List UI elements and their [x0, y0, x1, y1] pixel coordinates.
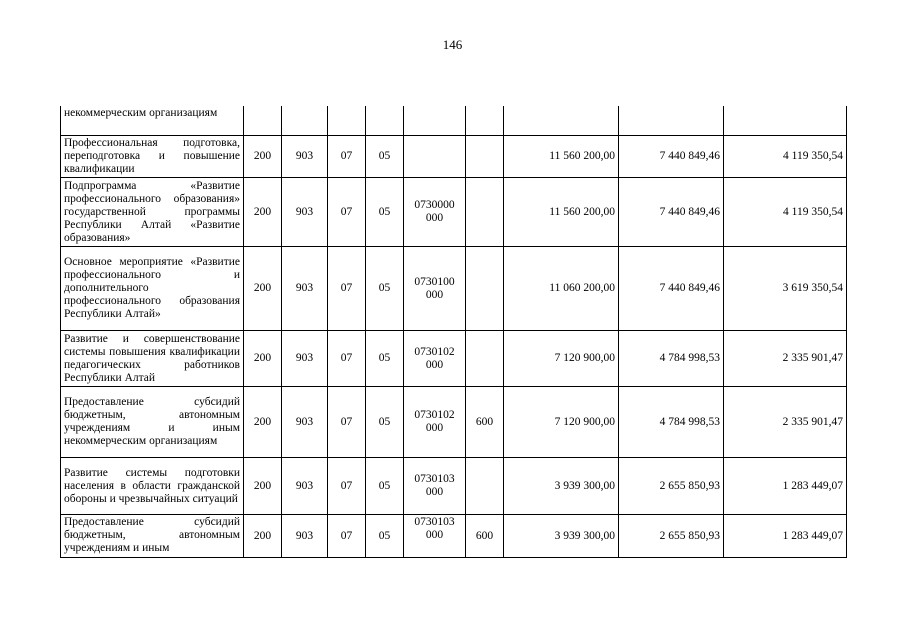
plan-amount: 3 939 300,00 [504, 515, 619, 558]
subsection-code: 05 [366, 515, 404, 558]
ministry-code: 903 [282, 178, 328, 247]
section-code: 07 [328, 331, 366, 387]
table-row [61, 247, 847, 331]
admin-code: 200 [244, 136, 282, 178]
subsection-code: 05 [366, 136, 404, 178]
fact-amount: 4 784 998,53 [619, 331, 724, 387]
plan-amount: 11 560 200,00 [504, 178, 619, 247]
fact-amount: 7 440 849,46 [619, 136, 724, 178]
fact-amount: 2 655 850,93 [619, 458, 724, 515]
ministry-code: 903 [282, 247, 328, 331]
row-name: Предоставление субсидий бюджетным, автономным учреждениям и иным некоммерческим организациям [61, 387, 244, 458]
expense-type-code [466, 331, 504, 387]
target-article-code: 0730000 000 [404, 178, 466, 247]
table-row [61, 515, 847, 558]
remainder-amount: 1 283 449,07 [724, 515, 847, 558]
budget-table [60, 106, 847, 558]
ministry-code: 903 [282, 387, 328, 458]
section-code: 07 [328, 387, 366, 458]
remainder-amount [724, 106, 847, 136]
row-name: Основное мероприятие «Развитие профессионального и дополнительного профессионального образования Республики Алтай» [61, 247, 244, 331]
target-article-code [404, 136, 466, 178]
table-row [61, 458, 847, 515]
row-name: Подпрограмма «Развитие профессионального образования» государственной программы Республики Алтай «Развитие образования» [61, 178, 244, 247]
admin-code [244, 106, 282, 136]
table-row [61, 136, 847, 178]
remainder-amount: 3 619 350,54 [724, 247, 847, 331]
target-article-code: 0730102 000 [404, 331, 466, 387]
section-code [328, 106, 366, 136]
admin-code: 200 [244, 458, 282, 515]
admin-code: 200 [244, 247, 282, 331]
plan-amount: 11 060 200,00 [504, 247, 619, 331]
fact-amount: 2 655 850,93 [619, 515, 724, 558]
row-name: Развитие и совершенствование системы повышения квалификации педагогических работников Республики Алтай [61, 331, 244, 387]
remainder-amount: 1 283 449,07 [724, 458, 847, 515]
subsection-code [366, 106, 404, 136]
remainder-amount: 4 119 350,54 [724, 178, 847, 247]
fact-amount [619, 106, 724, 136]
subsection-code: 05 [366, 178, 404, 247]
ministry-code [282, 106, 328, 136]
fact-amount: 4 784 998,53 [619, 387, 724, 458]
fact-amount: 7 440 849,46 [619, 247, 724, 331]
expense-type-code: 600 [466, 387, 504, 458]
subsection-code: 05 [366, 247, 404, 331]
section-code: 07 [328, 458, 366, 515]
row-name: Развитие системы подготовки населения в области гражданской обороны и чрезвычайных ситуаций [61, 458, 244, 515]
section-code: 07 [328, 247, 366, 331]
plan-amount: 7 120 900,00 [504, 387, 619, 458]
expense-type-code [466, 106, 504, 136]
plan-amount: 3 939 300,00 [504, 458, 619, 515]
section-code: 07 [328, 136, 366, 178]
admin-code: 200 [244, 178, 282, 247]
target-article-code: 0730102 000 [404, 387, 466, 458]
expense-type-code [466, 136, 504, 178]
ministry-code: 903 [282, 136, 328, 178]
subsection-code: 05 [366, 387, 404, 458]
remainder-amount: 2 335 901,47 [724, 331, 847, 387]
fact-amount: 7 440 849,46 [619, 178, 724, 247]
plan-amount: 11 560 200,00 [504, 136, 619, 178]
expense-type-code [466, 458, 504, 515]
admin-code: 200 [244, 387, 282, 458]
ministry-code: 903 [282, 331, 328, 387]
expense-type-code [466, 178, 504, 247]
section-code: 07 [328, 515, 366, 558]
plan-amount: 7 120 900,00 [504, 331, 619, 387]
admin-code: 200 [244, 515, 282, 558]
row-name: некоммерческим организациям [61, 106, 244, 136]
page-number: 146 [442, 37, 463, 52]
table-row [61, 106, 847, 136]
expense-type-code: 600 [466, 515, 504, 558]
target-article-code: 0730100 000 [404, 247, 466, 331]
ministry-code: 903 [282, 515, 328, 558]
table-row [61, 387, 847, 458]
target-article-code: 0730103 000 [404, 515, 466, 558]
target-article-code: 0730103 000 [404, 458, 466, 515]
target-article-code [404, 106, 466, 136]
plan-amount [504, 106, 619, 136]
ministry-code: 903 [282, 458, 328, 515]
section-code: 07 [328, 178, 366, 247]
remainder-amount: 4 119 350,54 [724, 136, 847, 178]
subsection-code: 05 [366, 331, 404, 387]
table-row [61, 178, 847, 247]
subsection-code: 05 [366, 458, 404, 515]
admin-code: 200 [244, 331, 282, 387]
table-row [61, 331, 847, 387]
row-name: Профессиональная подготовка, переподготовка и повышение квалификации [61, 136, 244, 178]
remainder-amount: 2 335 901,47 [724, 387, 847, 458]
expense-type-code [466, 247, 504, 331]
row-name: Предоставление субсидий бюджетным, автономным учреждениям и иным [61, 515, 244, 558]
